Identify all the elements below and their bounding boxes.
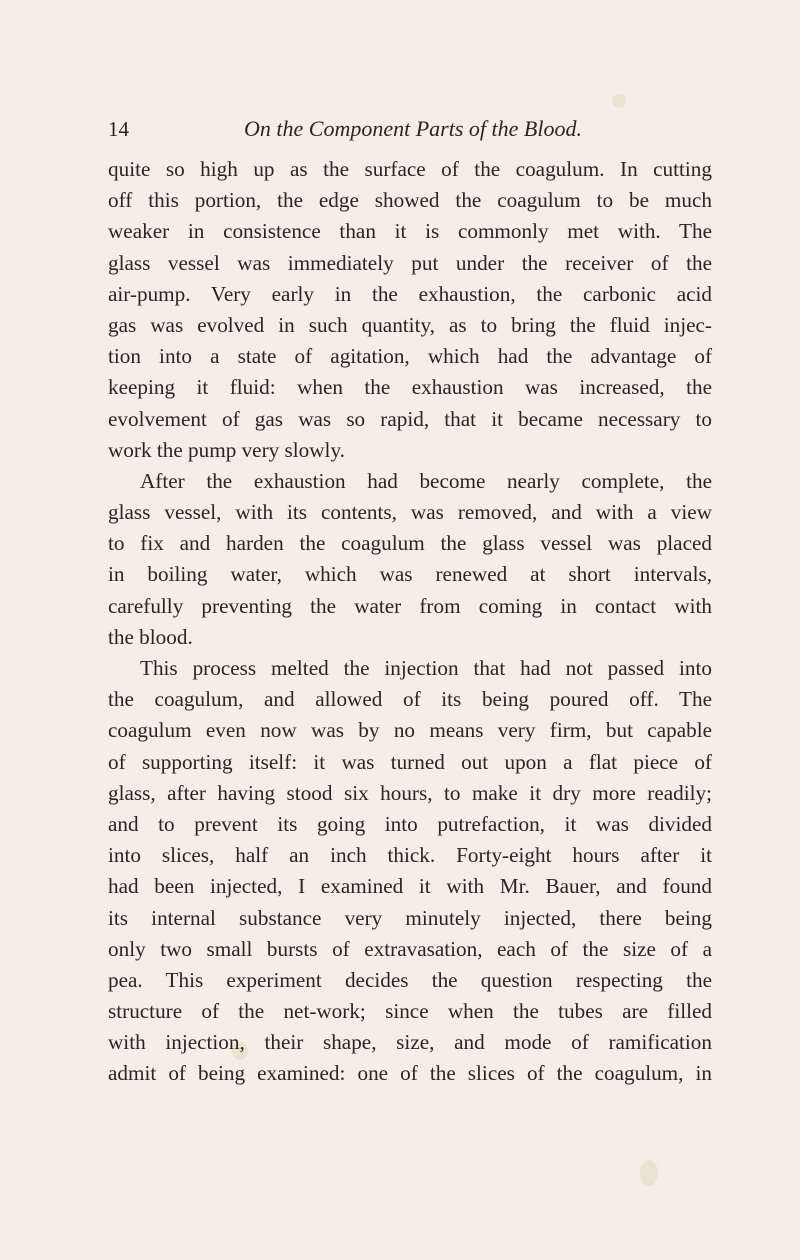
text-line: pea. This experiment decides the question respecting the <box>108 967 712 992</box>
text-line: coagulum even now was by no means very firm, but capable <box>108 718 712 743</box>
text-line: of supporting itself: it was turned out upon a flat piece of <box>108 749 712 774</box>
text-line: and to prevent its going into putrefaction, it was divided <box>108 811 712 836</box>
text-line: keeping it fluid: when the exhaustion was increased, the <box>108 375 712 400</box>
text-line: glass vessel, with its contents, was removed, and with a view <box>108 500 712 525</box>
text-line: into slices, half an inch thick. Forty-eight hours after it <box>108 843 712 868</box>
text-line: work the pump very slowly. <box>108 437 345 462</box>
text-line: off this portion, the edge showed the coagulum to be much <box>108 188 712 213</box>
paper-stain <box>640 1160 658 1186</box>
text-line: in boiling water, which was renewed at short intervals, <box>108 562 712 587</box>
text-line: its internal substance very minutely injected, there being <box>108 905 712 930</box>
text-line: glass, after having stood six hours, to make it dry more readily; <box>108 780 712 805</box>
page-header <box>108 114 708 144</box>
body-text <box>108 154 712 1090</box>
page-number: 14 <box>108 117 129 141</box>
text-line: admit of being examined: one of the slices of the coagulum, in <box>108 1061 712 1086</box>
text-line: carefully preventing the water from coming in contact with <box>108 593 712 618</box>
text-line: weaker in consistence than it is commonly met with. The <box>108 219 712 244</box>
text-line: air-pump. Very early in the exhaustion, the carbonic acid <box>108 281 712 306</box>
text-line: This process melted the injection that had not passed into <box>140 656 712 680</box>
text-line: quite so high up as the surface of the coagulum. In cutting <box>108 157 712 181</box>
text-line: evolvement of gas was so rapid, that it became necessary to <box>108 406 712 431</box>
text-line: had been injected, I examined it with Mr. Bauer, and found <box>108 874 712 899</box>
text-line: structure of the net-work; since when the tubes are filled <box>108 999 712 1024</box>
text-line: only two small bursts of extravasation, each of the size of a <box>108 936 712 961</box>
text-line: to fix and harden the coagulum the glass vessel was placed <box>108 531 712 556</box>
text-line: the coagulum, and allowed of its being poured off. The <box>108 687 712 712</box>
running-title: On the Component Parts of the Blood. <box>244 116 582 141</box>
text-line: After the exhaustion had become nearly complete, the <box>140 468 712 493</box>
text-line: with injection, their shape, size, and mode of ramification <box>108 1030 712 1055</box>
text-line: glass vessel was immediately put under the receiver of the <box>108 250 712 275</box>
text-line: tion into a state of agitation, which had the advantage of <box>108 344 712 369</box>
text-line: gas was evolved in such quantity, as to bring the fluid injec- <box>108 312 712 337</box>
paper-stain <box>612 94 626 108</box>
text-line: the blood. <box>108 624 193 649</box>
